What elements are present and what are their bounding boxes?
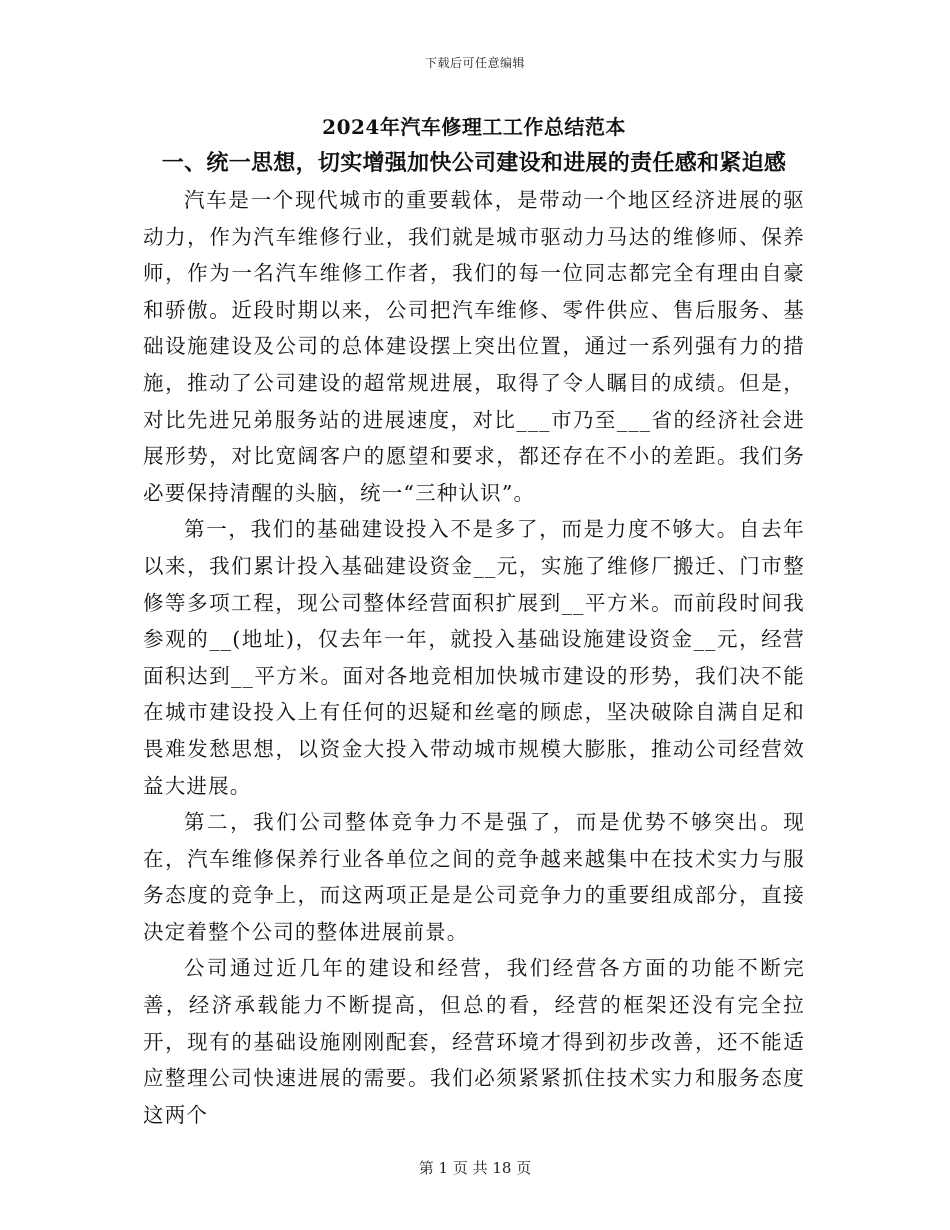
header-note: 下载后可任意编辑: [424, 56, 525, 70]
document-title: 2024年汽车修理工工作总结范本: [322, 115, 626, 139]
paragraph: 公司通过近几年的建设和经营，我们经营各方面的功能不断完善，经济承载能力不断提高，但总的看，经营的框架还没有完全拉开，现有的基础设施刚刚配套，经营环境才得到初步改善，还不能适应整理公司快速进展的需要。我们必须紧紧抓住技术实力和服务态度这两个: [143, 956, 805, 1127]
page-number: 第 1 页 共 18 页: [418, 1159, 532, 1177]
section-heading: 一、统一思想，切实增强加快公司建设和进展的责任感和紧迫感: [161, 150, 787, 176]
paragraph: 第一，我们的基础建设投入不是多了，而是力度不够大。自去年以来，我们累计投入基础建设资金__元，实施了维修厂搬迁、门市整修等多项工程，现公司整体经营面积扩展到__平方米。而前段时间我参观的__(地址)，仅去年一年，就投入基础设施建设资金__元，经营面积达到__平方米。面对各地竞相加快城市建设的形势，我们决不能在城市建设投入上有任何的迟疑和丝毫的顾虑，坚决破除自满自足和畏难发愁思想，以资金大投入带动城市规模大膨胀，推动公司经营效益大进展。: [143, 517, 805, 798]
paragraph: 汽车是一个现代城市的重要载体，是带动一个地区经济进展的驱动力，作为汽车维修行业，我们就是城市驱动力马达的维修师、保养师，作为一名汽车维修工作者，我们的每一位同志都完全有理由自豪和骄傲。近段时期以来，公司把汽车维修、零件供应、售后服务、基础设施建设及公司的总体建设摆上突出位置，通过一系列强有力的措施，推动了公司建设的超常规进展，取得了令人瞩目的成绩。但是，对比先进兄弟服务站的进展速度，对比___市乃至___省的经济社会进展形势，对比宽阔客户的愿望和要求，都还存在不小的差距。我们务必要保持清醒的头脑，统一“三种认识”。: [143, 188, 805, 505]
document-body: [143, 112, 805, 1133]
paragraph: 第二，我们公司整体竞争力不是强了，而是优势不够突出。现在，汽车维修保养行业各单位之间的竞争越来越集中在技术实力与服务态度的竞争上，而这两项正是是公司竞争力的重要组成部分，直接决定着整个公司的整体进展前景。: [143, 810, 805, 944]
